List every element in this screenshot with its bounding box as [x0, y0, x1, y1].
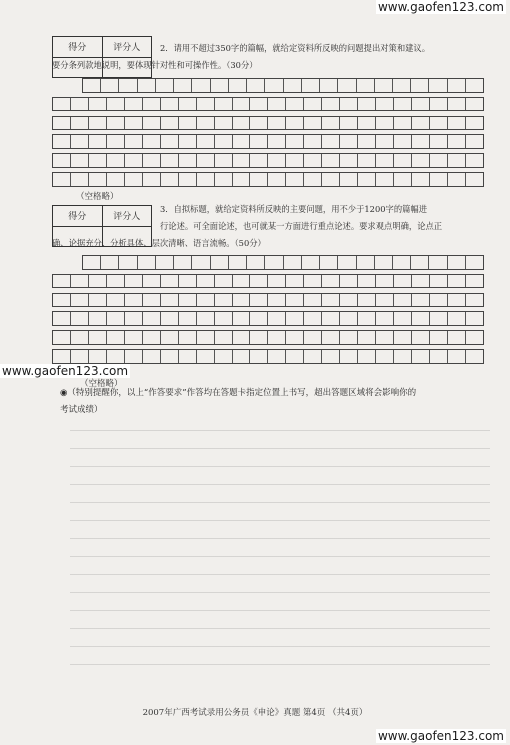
- show-through-texture: [70, 420, 490, 670]
- q3-skip-note: （空格略）: [80, 379, 123, 389]
- watermark-bottom[interactable]: www.gaofen123.com: [377, 729, 504, 743]
- grid-row[interactable]: [82, 255, 484, 270]
- q2-prompt-line-1: 2．请用不超过350字的篇幅，就给定资料所反映的问题提出对策和建议。: [160, 43, 431, 53]
- q3-grader-label: 评分人: [102, 206, 152, 226]
- grid-row[interactable]: [52, 134, 484, 149]
- q3-prompt-line-3: 确、论据充分、分析具体、层次清晰、语言流畅。（50分）: [52, 238, 266, 248]
- q3-score-label: 得分: [68, 212, 87, 223]
- q3-prompt: [160, 201, 485, 235]
- watermark-top[interactable]: www.gaofen123.com: [377, 0, 504, 14]
- q2-prompt-cont: [52, 57, 482, 74]
- q3-prompt-line-2: 行论述。可全面论述，也可就某一方面进行重点论述。要求观点明确，论点正: [160, 221, 443, 231]
- q3-prompt-line-1: 3．自拟标题，就给定资料所反映的主要问题，用不少于1200字的篇幅进: [160, 204, 428, 214]
- q2-answer-grid[interactable]: [52, 78, 484, 191]
- grid-row[interactable]: [82, 78, 484, 93]
- grid-row[interactable]: [52, 293, 484, 308]
- grid-row[interactable]: [52, 330, 484, 345]
- grid-row[interactable]: [52, 172, 484, 187]
- special-reminder-line-1: ◉（特别提醒你，以上“作答要求”作答均在答题卡指定位置上书写，超出答题区域将会影响你的: [60, 388, 417, 398]
- watermark-middle[interactable]: www.gaofen123.com: [2, 364, 129, 378]
- q2-grader-label: 评分人: [102, 37, 152, 57]
- grid-row[interactable]: [52, 116, 484, 131]
- q3-answer-grid[interactable]: [52, 255, 484, 368]
- grid-row[interactable]: [52, 97, 484, 112]
- q3-prompt-cont: [52, 235, 482, 252]
- page-footer: 2007年广西考试录用公务员《申论》真题 第4页 （共4页）: [142, 708, 368, 718]
- grid-row[interactable]: [52, 311, 484, 326]
- q2-score-label: 得分: [68, 43, 87, 54]
- special-reminder-line-2: 考试成绩）: [60, 405, 103, 415]
- q2-prompt-line-2: 要分条列款地说明，要体现针对性和可操作性。（30分）: [52, 60, 258, 70]
- q2-skip-note: （空格略）: [76, 192, 119, 202]
- special-reminder: [60, 385, 490, 419]
- q2-prompt: [160, 40, 480, 57]
- grid-row[interactable]: [52, 274, 484, 289]
- grid-row[interactable]: [52, 153, 484, 168]
- grid-row[interactable]: [52, 349, 484, 364]
